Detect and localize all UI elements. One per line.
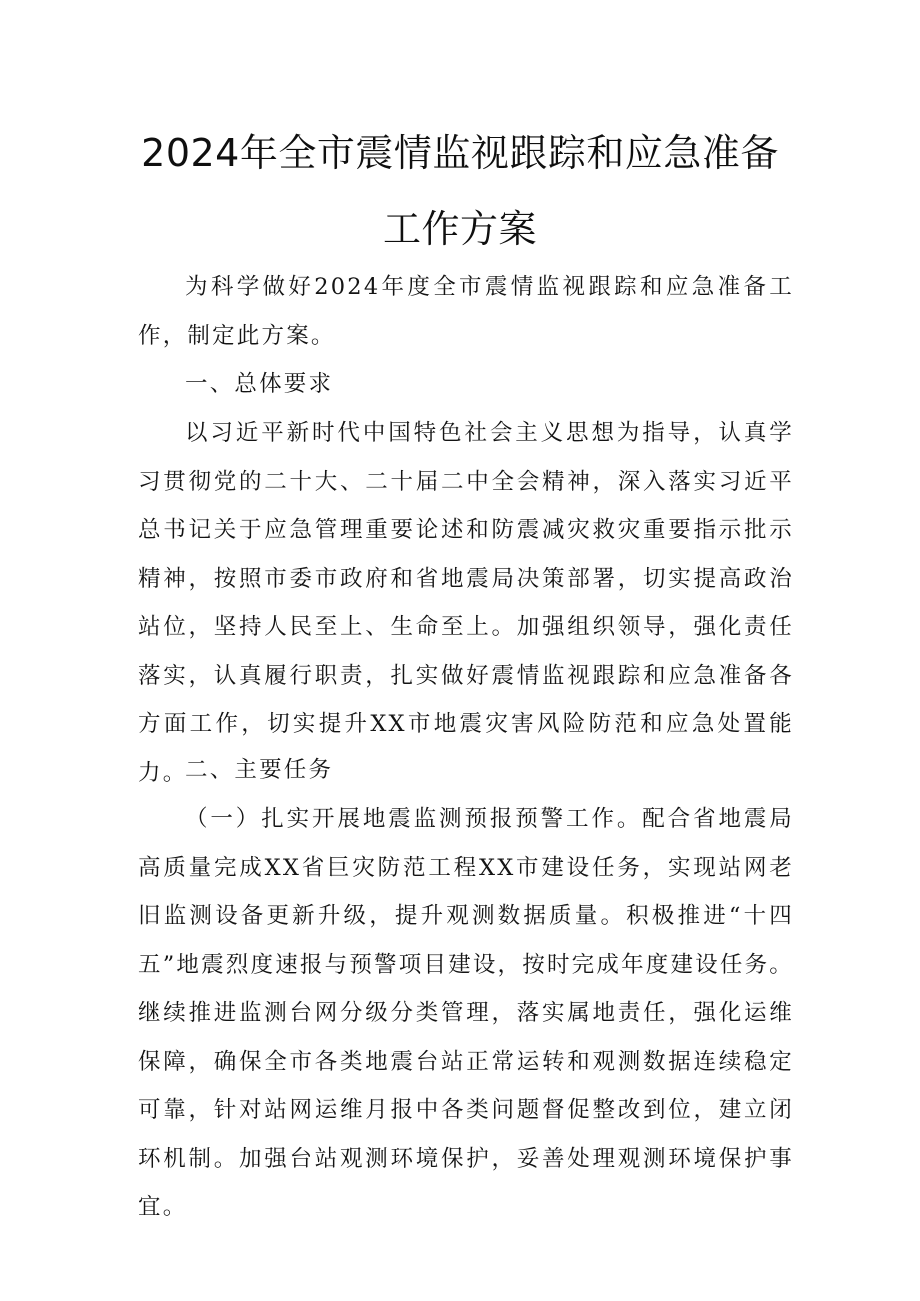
section1-heading: 一、总体要求 xyxy=(185,371,334,397)
intro-paragraph: 为科学做好2024年度全市震情监视跟踪和应急准备工作，制定此方案。 xyxy=(138,274,794,349)
document-title-line2: 工作方案 xyxy=(382,207,537,251)
section2-item1-paragraph: （一）扎实开展地震监测预报预警工作。配合省地震局高质量完成XX省巨灾防范工程XX市建设任务，实现站网老旧监测设备更新升级，提升观测数据质量。积极推进“十四五”地震烈度速报与预警项目建设，按时完成年度建设任务。继续推进监测台网分级分类管理，落实属地责任，强化运维保障，确保全市各类地震台站正常运转和观测数据连续稳定可靠，针对站网运维月报中各类问题督促整改到位，建立闭环机制。加强台站观测环境保护，妥善处理观测环境保护事宜。 xyxy=(138,806,794,1220)
section1-paragraph: 以习近平新时代中国特色社会主义思想为指导，认真学习贯彻党的二十大、二十届二中全会精神，深入落实习近平总书记关于应急管理重要论述和防震减灾救灾重要指示批示精神，按照市委市政府和省地震局决策部署，切实提高政治站位，坚持人民至上、生命至上。加强组织领导，强化责任落实，认真履行职责，扎实做好震情监视跟踪和应急准备各方面工作，切实提升XX市地震灾害风险防范和应急处置能力。 xyxy=(138,420,794,786)
document-title-line1: 2024年全市震情监视跟踪和应急准备 xyxy=(141,131,779,175)
section2-heading: 二、主要任务 xyxy=(185,757,334,783)
